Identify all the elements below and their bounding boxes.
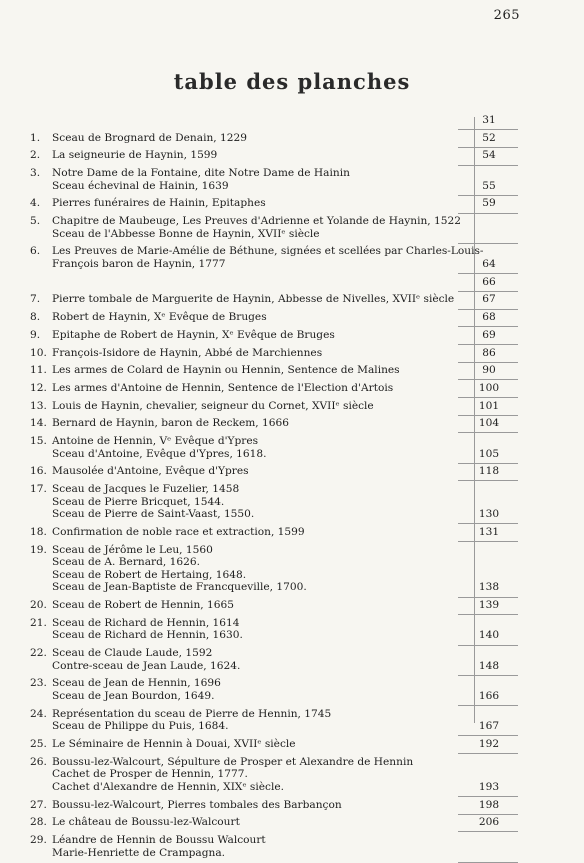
plate-line <box>30 215 550 228</box>
plate-number: 3. <box>30 167 41 180</box>
plate-entry <box>30 647 550 672</box>
plate-page-ref: 104 <box>478 417 500 430</box>
plate-page-ref: 166 <box>478 689 500 702</box>
page-column-separator <box>458 165 518 166</box>
plate-number: 18. <box>30 525 47 538</box>
page-column-separator <box>458 129 518 130</box>
plate-entry <box>30 347 550 360</box>
plate-page-ref: 31 <box>482 114 496 126</box>
plate-number: 1. <box>30 131 41 144</box>
plate-line <box>30 847 550 860</box>
plate-line <box>30 544 550 557</box>
plate-entry <box>30 738 550 751</box>
plate-page-ref: 64 <box>482 257 496 270</box>
plate-entry <box>30 132 550 145</box>
plate-number: 9. <box>30 328 41 341</box>
plate-page-ref: 167 <box>478 720 500 733</box>
plate-page-ref: 131 <box>478 525 500 538</box>
plate-number: 7. <box>30 293 41 306</box>
plate-entry <box>30 526 550 539</box>
plate-title: Sceau de Robert de Hertaing, 1648. <box>52 568 247 581</box>
plate-page-ref: 101 <box>478 399 500 412</box>
plate-number: 17. <box>30 483 47 495</box>
plate-title: Le Séminaire de Hennin à Douai, XVIIᵉ siècle <box>52 738 296 750</box>
plate-line <box>30 435 550 448</box>
plate-title: Les armes d'Antoine de Hennin, Sentence de l'Election d'Artois <box>52 381 394 394</box>
plate-line <box>30 569 550 582</box>
plate-entry <box>30 834 550 859</box>
page-column-separator <box>458 273 518 274</box>
plate-title: Sceau de Jean-Baptiste de Francqueville, 1700. <box>52 581 307 594</box>
plate-page-ref: 206 <box>478 816 500 829</box>
plate-number: 24. <box>30 707 47 720</box>
page-column-separator <box>458 147 518 148</box>
plate-entry <box>30 149 550 162</box>
page-column-separator <box>458 597 518 598</box>
page-column-separator <box>458 415 518 416</box>
plate-title: Cachet d'Alexandre de Hennin, XIXᵉ siècle. <box>52 780 284 793</box>
plate-number: 11. <box>30 364 47 377</box>
plate-page-ref: 198 <box>478 798 500 811</box>
plate-title: Epitaphe de Robert de Haynin, Xᵉ Evêque de Bruges <box>52 328 335 341</box>
plate-page-ref: 54 <box>482 149 496 162</box>
plate-number: 4. <box>30 197 41 210</box>
plate-page-ref: 130 <box>478 508 500 521</box>
plate-entry <box>30 276 550 289</box>
plate-title: Notre Dame de la Fontaine, dite Notre Dame de Hainin <box>52 167 350 180</box>
plate-title: Sceau de Jean de Hennin, 1696 <box>52 677 221 690</box>
plate-entry <box>30 329 550 342</box>
page-column-separator <box>458 397 518 398</box>
plate-title: Sceau de Pierre Bricquet, 1544. <box>52 495 225 508</box>
plate-number: 16. <box>30 465 47 478</box>
plate-entry <box>30 756 550 794</box>
plate-page-ref: 148 <box>478 659 500 672</box>
plate-entry <box>30 245 550 270</box>
plate-number: 6. <box>30 245 41 258</box>
plate-page-ref: 192 <box>478 738 500 750</box>
page-column-separator <box>458 362 518 363</box>
plate-page-ref: 55 <box>482 179 496 192</box>
plate-title: Cachet de Prosper de Hennin, 1777. <box>52 768 248 781</box>
page-column-separator <box>458 480 518 481</box>
plate-title: Sceau échevinal de Hainin, 1639 <box>52 179 229 192</box>
plate-number: 14. <box>30 417 47 430</box>
page-column-separator <box>458 796 518 797</box>
plate-page-ref: 90 <box>482 364 496 377</box>
page-column-separator <box>458 291 518 292</box>
plate-page-ref: 138 <box>478 581 500 594</box>
plate-title: Sceau de Pierre de Saint-Vaast, 1550. <box>52 508 255 521</box>
plate-number: 26. <box>30 755 47 768</box>
plate-title: Les armes de Colard de Haynin ou Hennin, Sentence de Malines <box>52 364 400 377</box>
page-column-separator <box>458 213 518 214</box>
plate-title: Sceau de Brognard de Denain, 1229 <box>52 131 247 144</box>
plate-entry <box>30 435 550 460</box>
plate-title: Sceau de Jean Bourdon, 1649. <box>52 689 215 702</box>
plate-number: 8. <box>30 311 41 324</box>
plate-number: 2. <box>30 149 41 162</box>
plate-page-ref: 118 <box>478 465 500 478</box>
plate-number: 10. <box>30 346 47 359</box>
plate-title: François-Isidore de Haynin, Abbé de Marchiennes <box>52 346 323 359</box>
plate-title: Mausolée d'Antoine, Evêque d'Ypres <box>52 465 249 478</box>
plate-entry <box>30 599 550 612</box>
page-column-separator <box>458 675 518 676</box>
page-title: table des planches <box>173 69 411 94</box>
plate-entry <box>30 311 550 324</box>
plate-title: Sceau de A. Bernard, 1626. <box>52 556 200 569</box>
page-column-separator <box>458 309 518 310</box>
plate-entry <box>30 816 550 829</box>
plate-page-ref: 139 <box>478 599 500 612</box>
plate-title: Louis de Haynin, chevalier, seigneur du Cornet, XVIIᵉ siècle <box>52 399 374 412</box>
plate-number: 5. <box>30 215 41 228</box>
plate-entry <box>30 483 550 521</box>
plate-line <box>30 167 550 180</box>
plate-title: Bernard de Haynin, baron de Reckem, 1666 <box>52 417 289 430</box>
plate-page-ref: 68 <box>482 311 496 324</box>
plate-title: Sceau de Jérôme le Leu, 1560 <box>52 543 213 556</box>
plate-line <box>30 677 550 690</box>
page-column-separator <box>458 326 518 327</box>
plate-number: 22. <box>30 647 47 660</box>
page-column-separator <box>458 243 518 244</box>
plate-entry <box>30 167 550 192</box>
plate-page-ref: 100 <box>478 381 500 394</box>
plate-number: 23. <box>30 677 47 690</box>
page-number: 265 <box>493 8 520 23</box>
plate-entry <box>30 197 550 210</box>
plate-title: Sceau d'Antoine, Evêque d'Ypres, 1618. <box>52 447 267 460</box>
plate-number: 28. <box>30 816 47 829</box>
plate-entry <box>30 215 550 240</box>
plate-entry <box>30 544 550 594</box>
plate-entry <box>30 708 550 733</box>
plate-entry <box>30 617 550 642</box>
plate-entry <box>30 465 550 478</box>
plate-number: 13. <box>30 399 47 412</box>
page-column-separator <box>458 463 518 464</box>
plate-entry <box>30 293 550 306</box>
plate-title: Sceau de Jacques le Fuzelier, 1458 <box>52 483 240 495</box>
plate-number: 27. <box>30 798 47 811</box>
page-column-separator <box>458 541 518 542</box>
plate-page-ref: 69 <box>482 328 496 341</box>
plate-title: François baron de Haynin, 1777 <box>52 257 226 270</box>
plate-page-ref: 67 <box>482 293 496 306</box>
plate-number: 21. <box>30 616 47 629</box>
plate-title: Les Preuves de Marie-Amélie de Béthune, signées et scellées par Charles-Louis- <box>52 245 484 258</box>
page-column-separator <box>458 379 518 380</box>
plate-title: Marie-Henriette de Crampagna. <box>52 846 226 859</box>
plate-title: Antoine de Hennin, Vᵉ Evêque d'Ypres <box>52 435 259 447</box>
plate-title: Sceau de Claude Laude, 1592 <box>52 647 213 660</box>
plate-line <box>30 617 550 630</box>
plate-title: Sceau de Robert de Hennin, 1665 <box>52 599 234 612</box>
plate-title: Chapitre de Maubeuge, Les Preuves d'Adrienne et Yolande de Haynin, 1522 <box>52 215 461 228</box>
plate-number: 25. <box>30 738 47 750</box>
page-column-separator <box>458 705 518 706</box>
plate-title: Sceau de l'Abbesse Bonne de Haynin, XVIIᵉ siècle <box>52 227 320 240</box>
plate-title: Pierres funéraires de Hainin, Epitaphes <box>52 197 266 210</box>
plate-line <box>30 756 550 769</box>
plate-entry <box>30 799 550 812</box>
plate-entry <box>30 382 550 395</box>
plate-line <box>30 228 550 241</box>
plate-number: 19. <box>30 543 47 556</box>
plate-line <box>30 708 550 721</box>
page-column-separator <box>458 753 518 754</box>
plate-line <box>30 834 550 847</box>
plate-page-ref: 86 <box>482 346 496 359</box>
plate-title: Le château de Boussu-lez-Walcourt <box>52 816 240 829</box>
plate-title: La seigneurie de Haynin, 1599 <box>52 149 218 162</box>
plate-title: Sceau de Richard de Hennin, 1630. <box>52 629 243 642</box>
plate-title: Représentation du sceau de Pierre de Hennin, 1745 <box>52 707 332 720</box>
plate-page-ref: 105 <box>478 447 500 460</box>
plate-line <box>30 245 550 258</box>
page-column-separator <box>458 645 518 646</box>
plate-entry <box>30 677 550 702</box>
plate-line <box>30 768 550 781</box>
plate-page-ref: 193 <box>478 780 500 793</box>
plate-title: Sceau de Richard de Hennin, 1614 <box>52 616 240 629</box>
page-column-separator <box>458 523 518 524</box>
plate-title: Pierre tombale de Marguerite de Haynin, Abbesse de Nivelles, XVIIᵉ siècle <box>52 293 455 306</box>
plate-entry <box>30 417 550 430</box>
plate-title: Contre-sceau de Jean Laude, 1624. <box>52 659 241 672</box>
plate-title: Boussu-lez-Walcourt, Sépulture de Prosper et Alexandre de Hennin <box>52 755 414 768</box>
plate-title: Robert de Haynin, Xᵉ Evêque de Bruges <box>52 311 267 324</box>
plate-page-ref: 140 <box>478 629 500 642</box>
page-column-separator <box>458 735 518 736</box>
page-column-separator <box>458 814 518 815</box>
plate-page-ref: 66 <box>482 275 496 288</box>
plate-line <box>30 647 550 660</box>
page-column-separator <box>458 432 518 433</box>
plate-number: 12. <box>30 381 47 394</box>
page-column-separator <box>458 614 518 615</box>
plate-page-ref: 52 <box>482 131 496 144</box>
plate-number: 20. <box>30 599 47 612</box>
plate-line <box>30 556 550 569</box>
plate-title: Léandre de Hennin de Boussu Walcourt <box>52 834 266 846</box>
plate-title: Sceau de Philippe du Puis, 1684. <box>52 720 229 733</box>
plate-entry <box>30 364 550 377</box>
page-column-separator <box>458 195 518 196</box>
page-column-separator <box>458 831 518 832</box>
plate-line <box>30 496 550 509</box>
plate-number: 15. <box>30 435 47 447</box>
plate-entry <box>30 400 550 413</box>
page-column-separator <box>458 344 518 345</box>
plate-line <box>30 483 550 496</box>
plate-number: 29. <box>30 834 47 846</box>
plate-entry <box>30 114 550 127</box>
plate-title: Confirmation de noble race et extraction, 1599 <box>52 525 305 538</box>
plate-page-ref: 59 <box>482 197 496 210</box>
plate-title: Boussu-lez-Walcourt, Pierres tombales des Barbançon <box>52 798 342 811</box>
